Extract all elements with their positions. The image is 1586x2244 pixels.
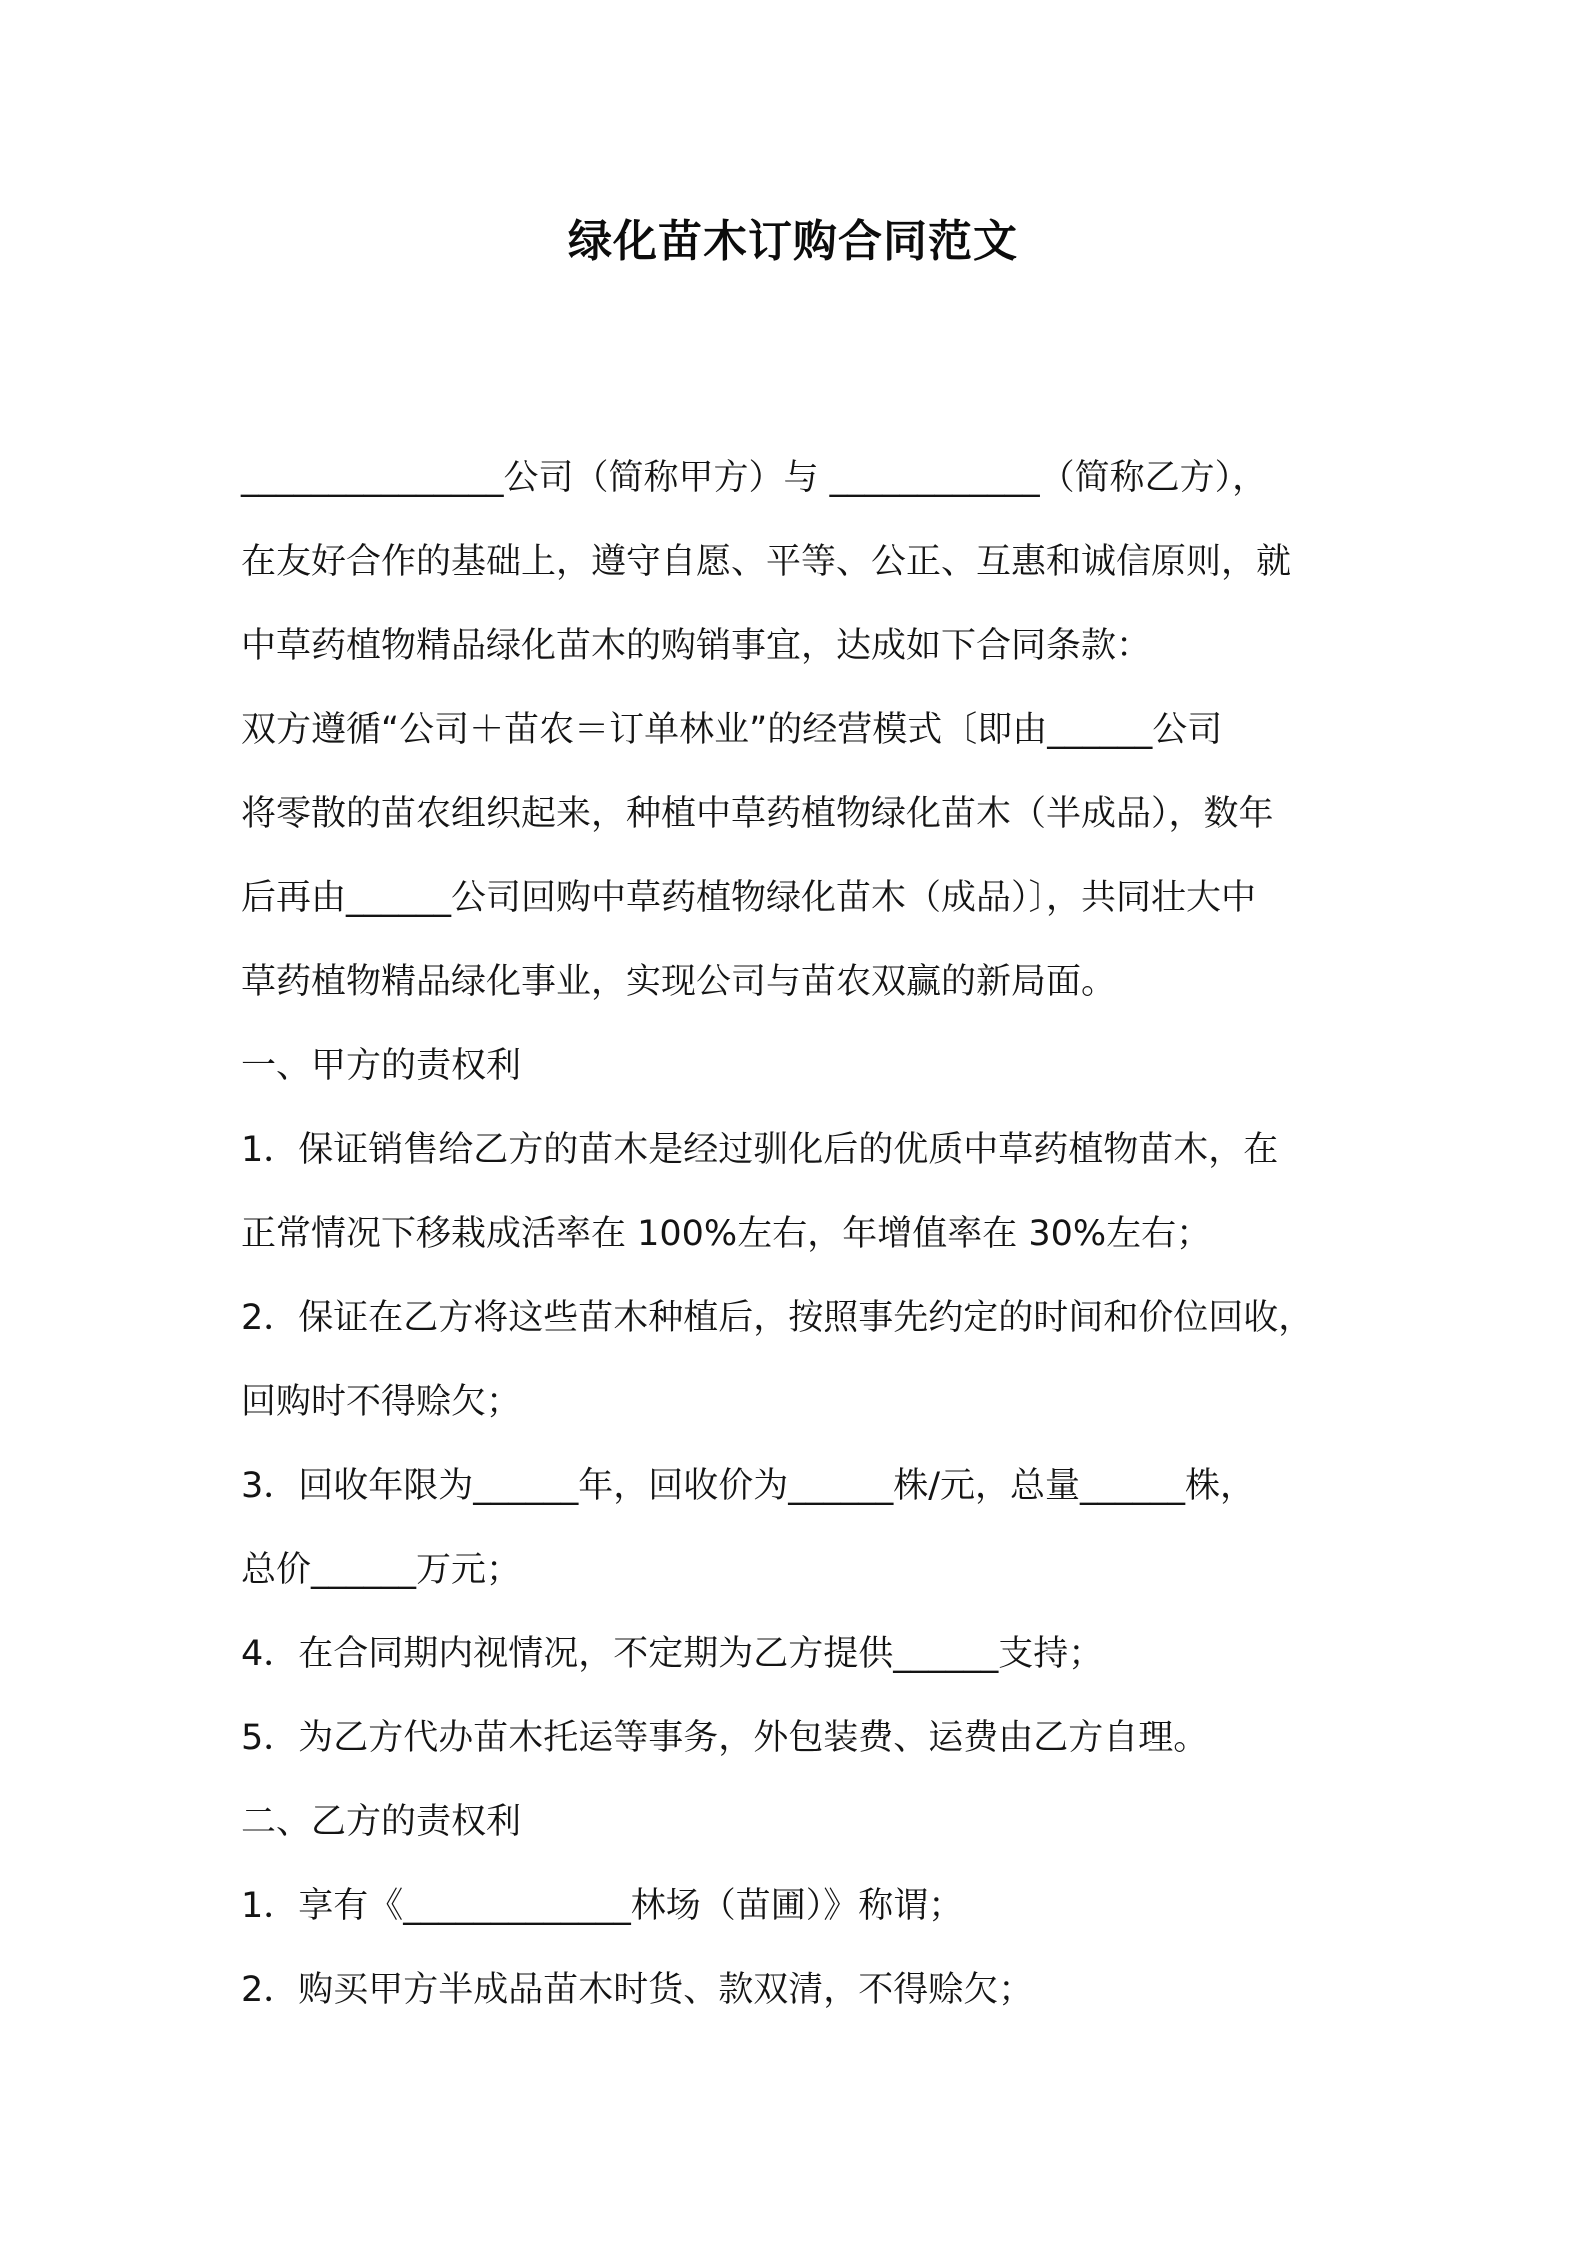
paragraph-line: 正常情况下移栽成活率在 100%左右，年增值率在 30%左右； <box>241 1214 1212 1254</box>
paragraph-line: 1．享有《_____________林场（苗圃）》称谓； <box>241 1886 964 1926</box>
paragraph-line: 将零散的苗农组织起来，种植中草药植物绿化苗木（半成品），数年 <box>241 794 1274 834</box>
paragraph-line: 4．在合同期内视情况，不定期为乙方提供______支持； <box>241 1634 1104 1674</box>
paragraph-line: 中草药植物精品绿化苗木的购销事宜，达成如下合同条款： <box>241 626 1152 666</box>
section-heading: 二、乙方的责权利 <box>241 1802 522 1842</box>
section-heading: 一、甲方的责权利 <box>241 1046 522 1086</box>
paragraph-line: 2．保证在乙方将这些苗木种植后，按照事先约定的时间和价位回收， <box>241 1298 1314 1338</box>
paragraph-line: 草药植物精品绿化事业，实现公司与苗农双赢的新局面。 <box>241 962 1117 1002</box>
paragraph-line: 双方遵循“公司＋苗农＝订单林业”的经营模式〔即由______公司 <box>241 710 1223 750</box>
paragraph-line: 1．保证销售给乙方的苗木是经过驯化后的优质中草药植物苗木，在 <box>241 1130 1279 1170</box>
paragraph-line: _______________公司（简称甲方）与 ____________（简称乙方）， <box>241 458 1268 498</box>
paragraph-line: 5．为乙方代办苗木托运等事务，外包装费、运费由乙方自理。 <box>241 1718 1209 1758</box>
paragraph-line: 回购时不得赊欠； <box>241 1382 522 1422</box>
paragraph-line: 后再由______公司回购中草药植物绿化苗木（成品）〕，共同壮大中 <box>241 878 1257 918</box>
paragraph-line: 2．购买甲方半成品苗木时货、款双清，不得赊欠； <box>241 1970 1034 2010</box>
paragraph-line: 总价______万元； <box>241 1550 522 1590</box>
paragraph-line: 3．回收年限为______年，回收价为______株/元，总量______株， <box>241 1466 1256 1506</box>
paragraph-line: 在友好合作的基础上，遵守自愿、平等、公正、互惠和诚信原则，就 <box>241 542 1292 582</box>
document-title: 绿化苗木订购合同范文 <box>568 216 1018 267</box>
